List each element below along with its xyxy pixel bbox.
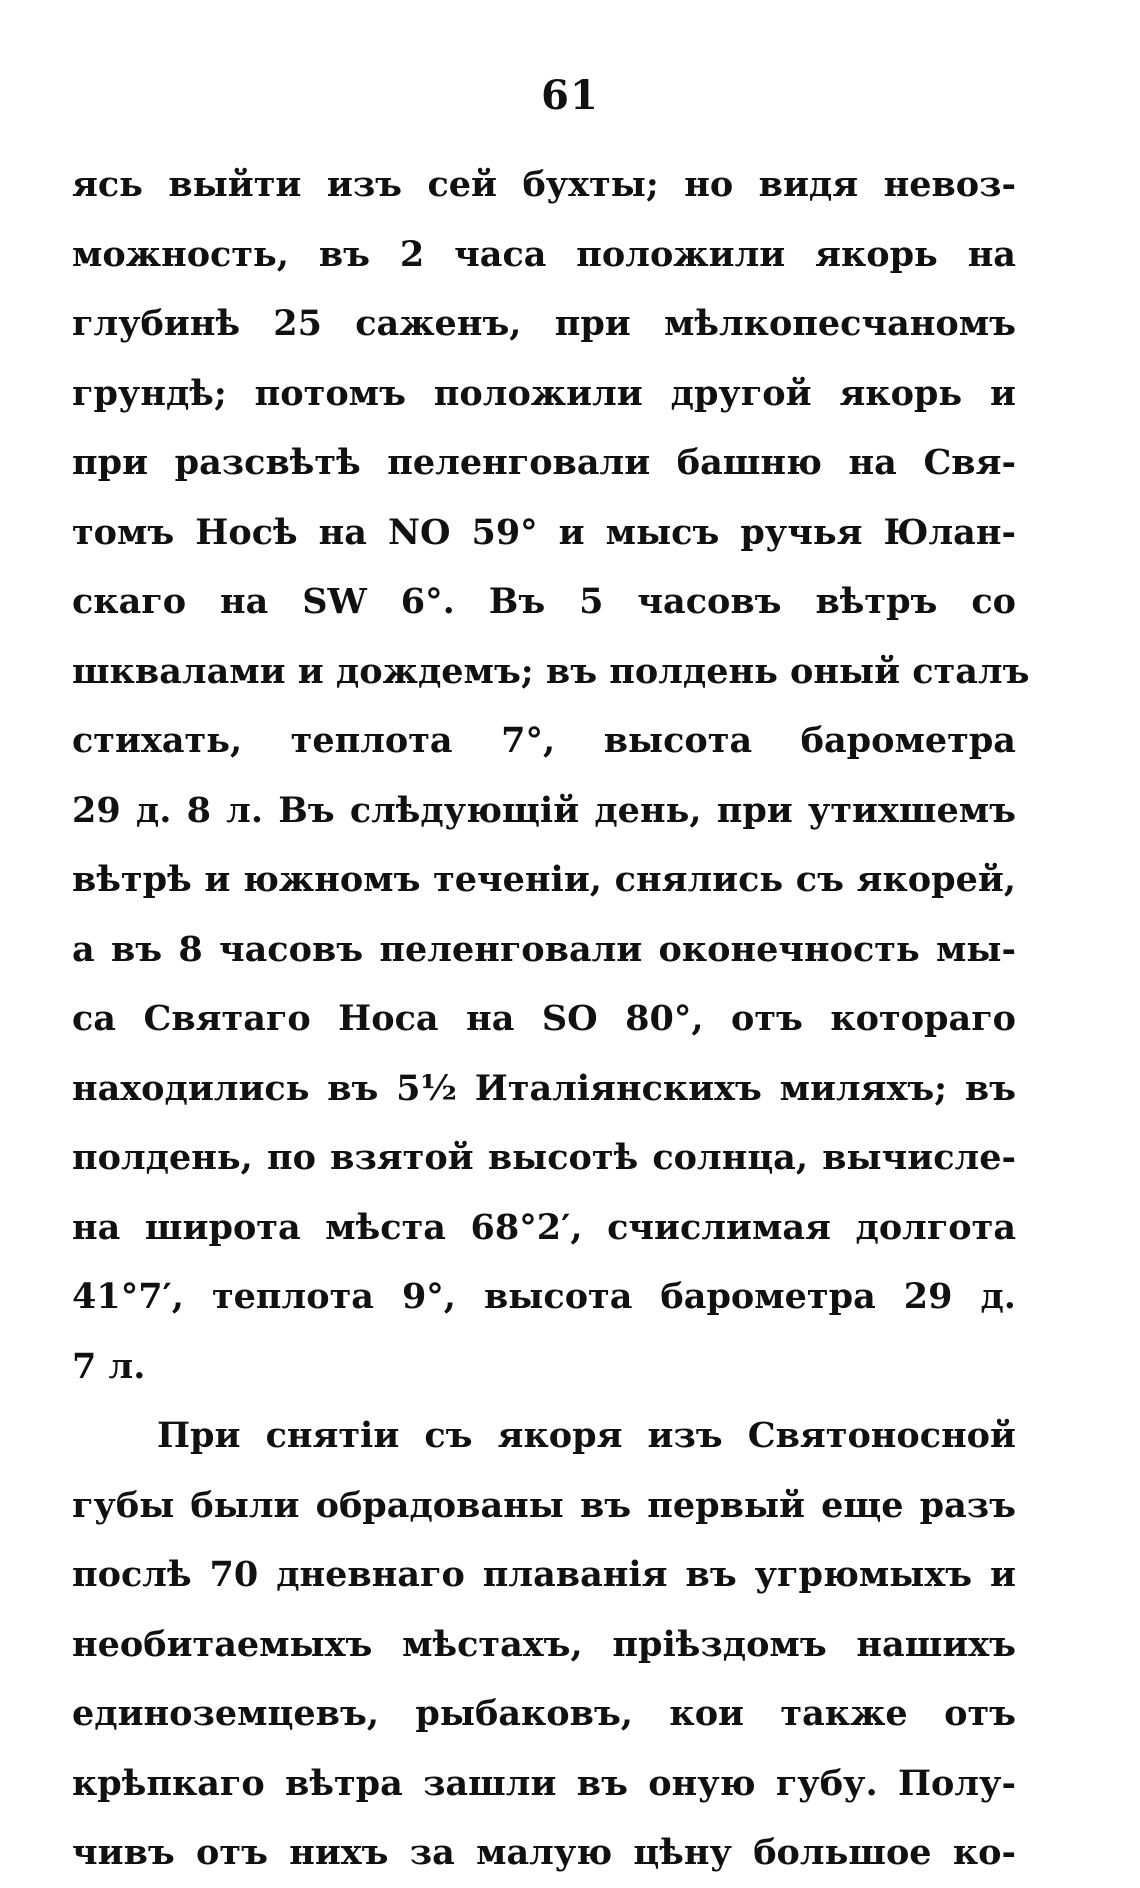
text-line: а въ 8 часовъ пеленговали оконечность мы-	[72, 928, 1016, 970]
body-text	[72, 150, 1030, 1888]
text-line: необитаемыхъ мѣстахъ, пріѣздомъ нашихъ	[72, 1623, 1016, 1665]
paragraph-1	[72, 150, 1030, 1401]
text-line: грундѣ; потомъ положили другой якорь и	[72, 372, 1016, 414]
text-line: крѣпкаго вѣтра зашли въ оную губу. Полу-	[72, 1762, 1016, 1804]
text-line: скаго на SW 6°. Въ 5 часовъ вѣтръ со	[72, 581, 1016, 622]
text-line: единоземцевъ, рыбаковъ, кои также отъ	[72, 1693, 1016, 1734]
text-line: са Святаго Носа на SO 80°, отъ котораго	[72, 998, 1016, 1039]
text-line: глубинѣ 25 саженъ, при мѣлкопесчаномъ	[72, 303, 1016, 344]
text-line: При снятіи съ якоря изъ Святоносной	[157, 1415, 1016, 1456]
text-line: можность, въ 2 часа положили якорь на	[72, 233, 1016, 275]
text-line: губы были обрадованы въ первый еще разъ	[72, 1484, 1016, 1526]
paragraph-2	[72, 1401, 1016, 1888]
text-line: вѣтрѣ и южномъ теченіи, снялись съ якорей,	[72, 859, 1016, 900]
text-line: ясь выйти изъ сей бухты; но видя невоз-	[72, 164, 1016, 205]
text-line: 41°7′, теплота 9°, высота барометра 29 д.	[72, 1276, 1016, 1317]
text-line: 29 д. 8 л. Въ слѣдующій день, при утихшемъ	[72, 789, 1016, 831]
text-line: томъ Носѣ на NO 59° и мысъ ручья Юлан-	[72, 511, 1016, 553]
text-line: послѣ 70 дневнаго плаванія въ угрюмыхъ и	[72, 1554, 1016, 1595]
text-line: шквалами и дождемъ; въ полдень оный сталъ	[72, 650, 1030, 692]
text-line: полдень, по взятой высотѣ солнца, вычисле-	[72, 1137, 1016, 1178]
page-number: 61	[541, 72, 599, 119]
text-line: при разсвѣтѣ пеленговали башню на Свя-	[72, 442, 1016, 483]
text-line: стихать, теплота 7°, высота барометра	[72, 720, 1016, 761]
text-line: чивъ отъ нихъ за малую цѣну большое ко-	[72, 1832, 1016, 1873]
text-line: на широта мѣста 68°2′, счислимая долгота	[72, 1206, 1016, 1248]
text-line: находились въ 5½ Италіянскихъ миляхъ; въ	[72, 1067, 1016, 1109]
text-line: 7 л.	[72, 1345, 146, 1387]
